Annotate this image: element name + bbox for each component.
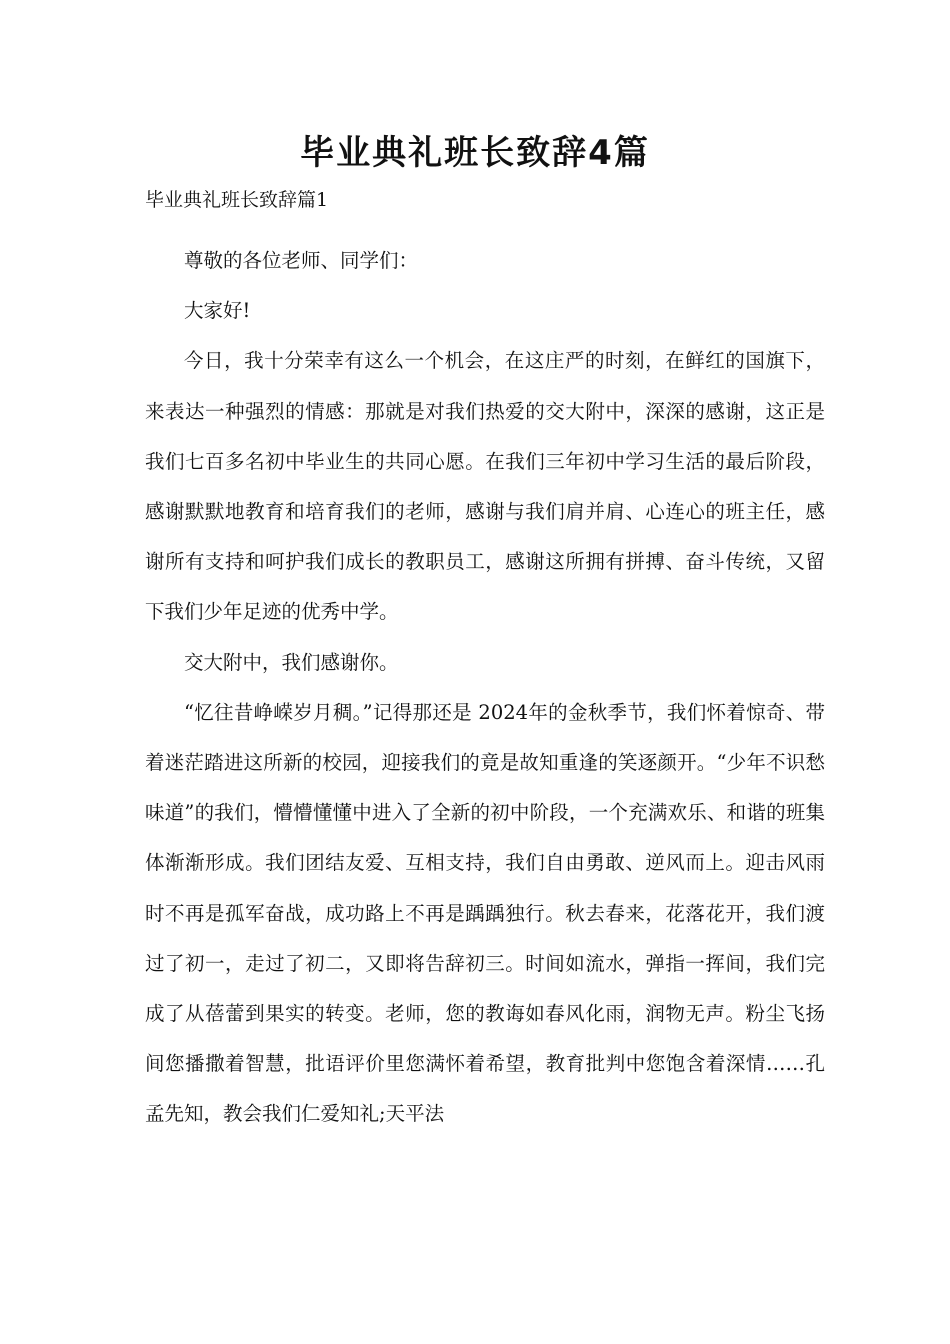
body-paragraph: 今日，我十分荣幸有这么一个机会，在这庄严的时刻，在鲜红的国旗下，来表达一种强烈的情感：那就是对我们热爱的交大附中，深深的感谢，这正是我们七百多名初中毕业生的共同心愿。在我们三年初中学习生活的最后阶段，感谢默默地教育和培育我们的老师，感谢与我们肩并肩、心连心的班主任，感谢所有支持和呵护我们成长的教职员工，感谢这所拥有拼搏、奋斗传统，又留下我们少年足迹的优秀中学。: [145, 349, 825, 624]
body-paragraph: 交大附中，我们感谢你。: [184, 650, 399, 674]
document-body: [145, 236, 825, 1140]
body-paragraph: “忆往昔峥嵘岁月稠。”记得那还是 2024年的金秋季节，我们怀着惊奇、带着迷茫踏进这所新的校园，迎接我们的竟是故知重逢的笑逐颜开。“少年不识愁味道”的我们，懵懵懂懂中进入了全新的初中阶段，一个充满欢乐、和谐的班集体渐渐形成。我们团结友爱、互相支持，我们自由勇敢、逆风而上。迎击风雨时不再是孤军奋战，成功路上不再是踽踽独行。秋去春来，花落花开，我们渡过了初一，走过了初二，又即将告辞初三。时间如流水，弹指一挥间，我们完成了从蓓蕾到果实的转变。老师，您的教诲如春风化雨，润物无声。粉尘飞扬间您播撒着智慧，批语评价里您满怀着希望，教育批判中您饱含着深情……孔孟先知，教会我们仁爱知礼;天平法: [145, 700, 825, 1126]
greeting-paragraph: 大家好!: [184, 299, 251, 323]
section-heading: 毕业典礼班长致辞篇1: [145, 189, 329, 211]
document-title: 毕业典礼班长致辞4篇: [300, 133, 650, 173]
salutation-paragraph: 尊敬的各位老师、同学们：: [184, 249, 419, 272]
